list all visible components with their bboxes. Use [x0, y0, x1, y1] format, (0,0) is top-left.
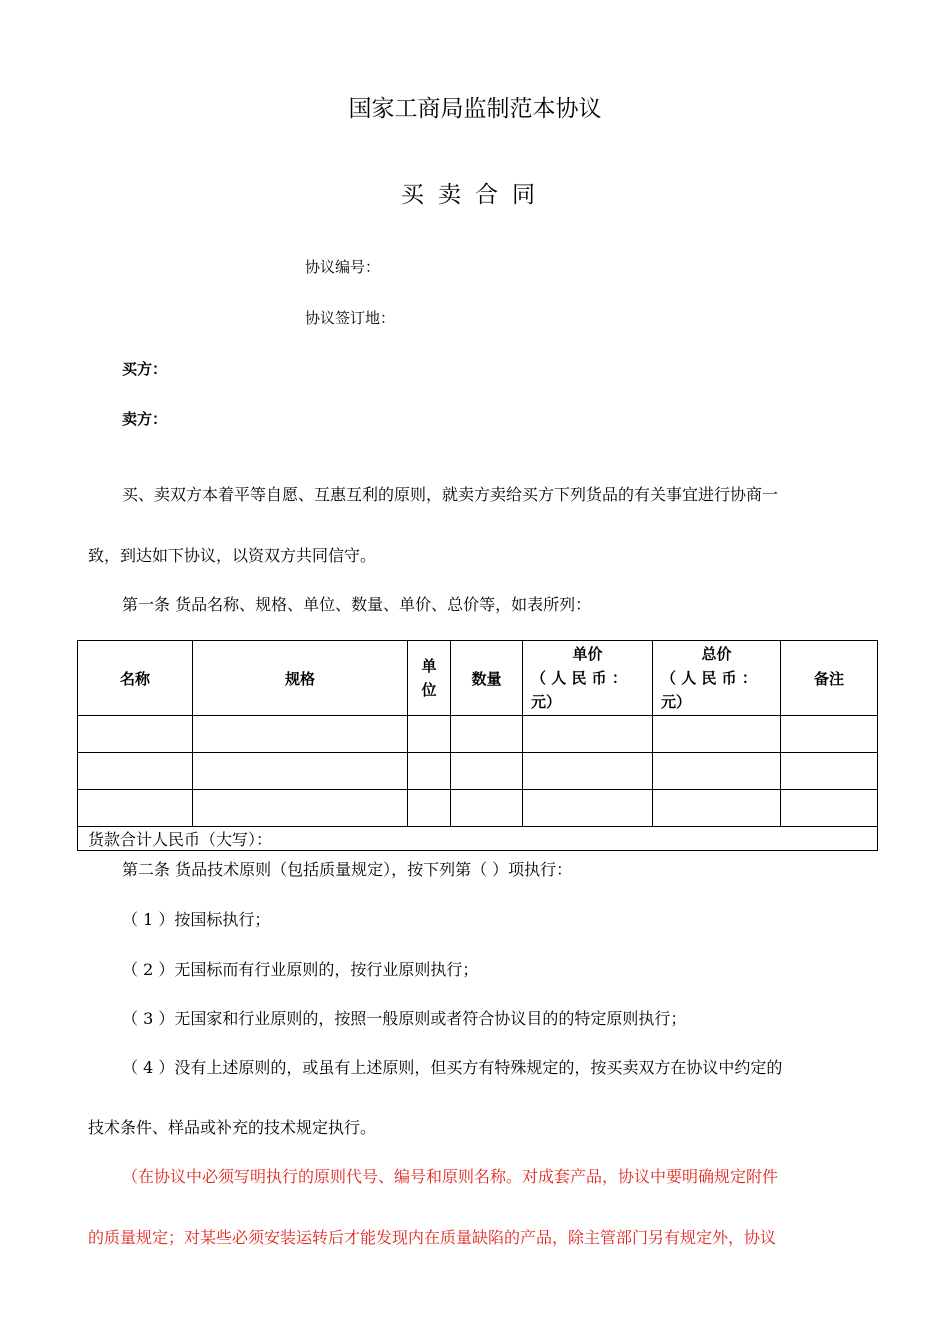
col-unit-header [408, 641, 451, 716]
table-cell[interactable] [78, 716, 193, 753]
table-cell[interactable] [78, 790, 193, 827]
unit-price-currency: （ 人 民 币 ： [531, 669, 627, 687]
table-cell[interactable] [653, 790, 781, 827]
col-name-header: 名称 [78, 641, 193, 716]
note-line-2: 的质量规定；对某些必须安装运转后才能发现内在质量缺陷的产品，除主管部门另有规定外，协议 [88, 1228, 777, 1247]
article-2-item-1: （ 1 ）按国标执行； [122, 910, 271, 929]
table-row [78, 716, 878, 753]
table-cell[interactable] [781, 716, 878, 753]
unit-header-line2: 位 [421, 681, 437, 699]
col-total-price-header [653, 641, 781, 716]
table-cell[interactable] [193, 790, 408, 827]
table-total-row [78, 827, 878, 851]
article-2-item-4-line-1: （ 4 ）没有上述原则的，或虽有上述原则，但买方有特殊规定的，按买卖双方在协议中约定的 [122, 1058, 783, 1077]
unit-price-unit: 元） [531, 693, 562, 711]
col-spec-header: 规格 [193, 641, 408, 716]
article-2-item-3: （ 3 ）无国家和行业原则的，按照一般原则或者符合协议目的的特定原则执行； [122, 1009, 687, 1028]
intro-line-2: 致，到达如下协议，以资双方共同信守。 [88, 546, 377, 565]
col-quantity-header: 数量 [451, 641, 523, 716]
table-row [78, 790, 878, 827]
table-header-row [78, 641, 878, 716]
table-row [78, 753, 878, 790]
unit-price-title: 单价 [572, 645, 603, 663]
table-cell[interactable] [523, 753, 653, 790]
table-cell[interactable] [451, 790, 523, 827]
total-price-title: 总价 [701, 645, 732, 663]
article-1: 第一条 货品名称、规格、单位、数量、单价、总价等，如表所列： [122, 595, 592, 614]
article-2-item-4-line-2: 技术条件、样品或补充的技术规定执行。 [88, 1118, 377, 1137]
signing-place-label: 协议签订地： [305, 309, 396, 327]
table-cell[interactable] [78, 753, 193, 790]
buyer-label: 买方： [122, 360, 168, 378]
table-cell[interactable] [451, 716, 523, 753]
table-cell[interactable] [653, 753, 781, 790]
article-2-item-2: （ 2 ）无国标而有行业原则的，按行业原则执行； [122, 960, 479, 979]
total-price-currency: （ 人 民 币 ： [661, 669, 757, 687]
table-cell[interactable] [408, 716, 451, 753]
total-price-unit: 元） [661, 693, 692, 711]
seller-label: 卖方： [122, 410, 168, 428]
table-cell[interactable] [193, 753, 408, 790]
contract-title: 买卖合同 [401, 182, 549, 208]
col-unit-price-header [523, 641, 653, 716]
goods-table [77, 640, 878, 851]
intro-line-1: 买、卖双方本着平等自愿、互惠互利的原则，就卖方卖给买方下列货品的有关事宜进行协商一 [122, 485, 779, 504]
table-cell[interactable] [408, 790, 451, 827]
table-cell[interactable] [653, 716, 781, 753]
agreement-number-label: 协议编号： [305, 258, 381, 276]
table-cell[interactable] [523, 716, 653, 753]
total-amount-label[interactable]: 货款合计人民币（大写）： [78, 827, 878, 851]
table-cell[interactable] [408, 753, 451, 790]
table-cell[interactable] [781, 790, 878, 827]
header-title: 国家工商局监制范本协议 [348, 96, 602, 122]
col-remarks-header: 备注 [781, 641, 878, 716]
table-cell[interactable] [193, 716, 408, 753]
article-2-title: 第二条 货品技术原则（包括质量规定），按下列第（ ）项执行： [122, 860, 573, 879]
table-cell[interactable] [451, 753, 523, 790]
note-line-1: （在协议中必须写明执行的原则代号、编号和原则名称。对成套产品，协议中要明确规定附件 [122, 1167, 779, 1186]
table-cell[interactable] [781, 753, 878, 790]
table-cell[interactable] [523, 790, 653, 827]
unit-header-line1: 单 [421, 657, 437, 675]
